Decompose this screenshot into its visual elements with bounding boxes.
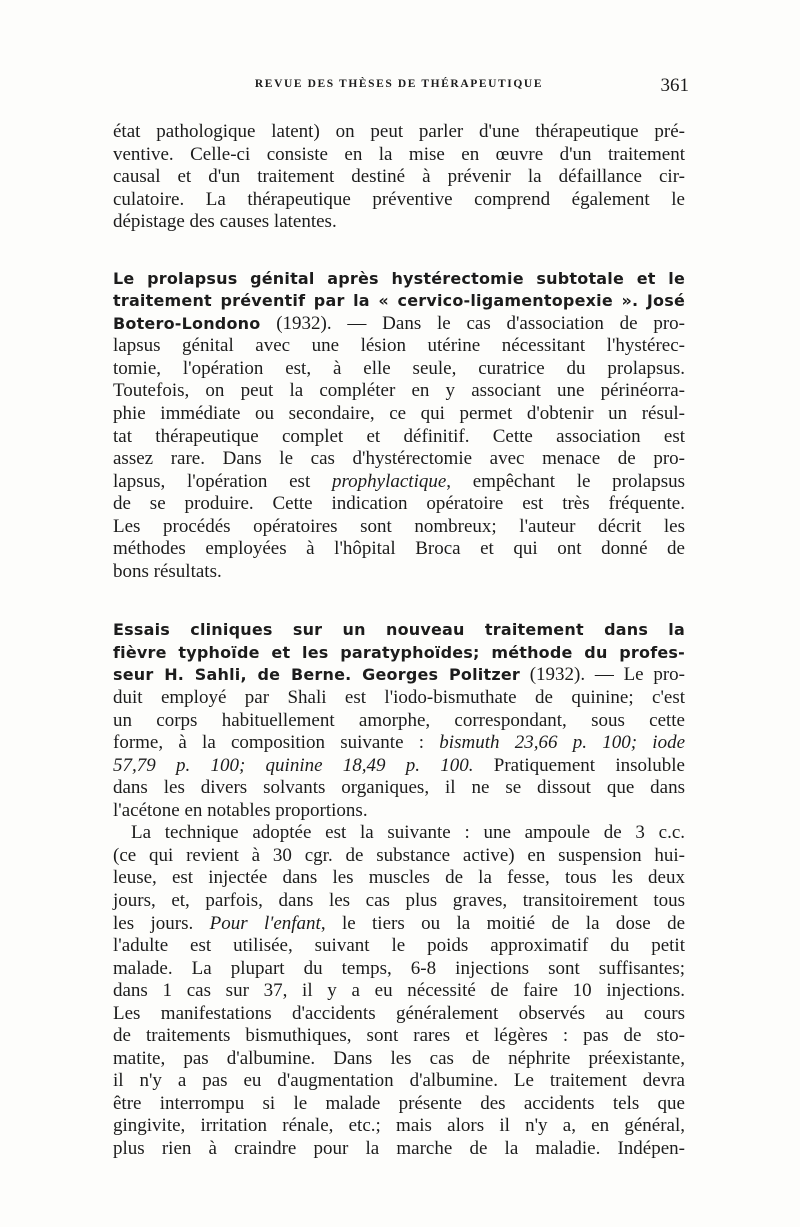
text-line: méthodes employées à l'hôpital Broca et qui ont donné de	[113, 538, 685, 560]
heading-text: Le prolapsus génital après hystérectomie subtotale et le	[113, 268, 685, 288]
text-line: duit employé par Shali est l'iodo-bismuthate de quinine; c'est	[113, 687, 685, 709]
text-line: leuse, est injectée dans les muscles de la fesse, tous les deux	[113, 867, 685, 889]
inline-text: les jours.	[113, 912, 210, 934]
inline-text: forme, à la composition suivante :	[113, 732, 440, 754]
text-line: lapsus génital avec une lésion utérine nécessitant l'hystérec-	[113, 335, 685, 357]
text-line: malade. La plupart du temps, 6-8 injections sont suffisantes;	[113, 957, 685, 979]
text-line: dans les divers solvants organiques, il ne se dissout que dans	[113, 777, 685, 799]
text-line: Les manifestations d'accidents généralement observés au cours	[113, 1002, 685, 1024]
text-line	[113, 913, 685, 936]
heading-text: traitement préventif par la « cervico-ligamentopexie ». José	[113, 291, 685, 311]
running-header	[113, 75, 689, 100]
running-title: REVUE DES THÈSES DE THÉRAPEUTIQUE	[254, 78, 544, 90]
inline-text: lapsus, l'opération est	[113, 470, 332, 492]
article-heading	[113, 642, 685, 665]
text-line	[113, 755, 685, 778]
text-line: l'adulte est utilisée, suivant le poids approximatif du petit	[113, 935, 685, 957]
inline-text: (1932). — Le pro-	[520, 664, 685, 686]
text-line: dépistage des causes latentes.	[113, 211, 337, 233]
text-line: tat thérapeutique complet et définitif. Cette association est	[113, 425, 685, 447]
inline-text: Pratiquement insoluble	[473, 754, 685, 776]
text-line: Les procédés opératoires sont nombreux; l'auteur décrit les	[113, 515, 685, 537]
text-line: il n'y a pas eu d'augmentation d'albumine. Le traitement devra	[113, 1070, 685, 1092]
article-heading	[113, 619, 685, 642]
page-number: 361	[660, 75, 689, 96]
text-line: phie immédiate ou secondaire, ce qui permet d'obtenir un résul-	[113, 403, 685, 425]
text-line: plus rien à craindre pour la marche de la maladie. Indépen-	[113, 1137, 685, 1159]
text-line: causal et d'un traitement destiné à prévenir la défaillance cir-	[113, 166, 685, 188]
text-line: l'acétone en notables proportions.	[113, 799, 368, 821]
heading-text: Essais cliniques sur un nouveau traitement dans la	[113, 620, 685, 640]
text-line: un corps habituellement amorphe, correspondant, sous cette	[113, 709, 685, 731]
text-line: assez rare. Dans le cas d'hystérectomie avec menace de pro-	[113, 448, 685, 470]
article-prolapsus	[113, 268, 685, 584]
text-line: tomie, l'opération est, à elle seule, curatrice du prolapsus.	[113, 357, 685, 379]
author-name: seur H. Sahli, de Berne. Georges Politzer	[113, 665, 520, 685]
italic-formula: 57,79 p. 100; quinine 18,49 p. 100.	[113, 754, 474, 776]
text-line: gingivite, irritation rénale, etc.; mais alors il n'y a, en général,	[113, 1115, 685, 1137]
heading-text: fièvre typhoïde et les paratyphoïdes; méthode du profes-	[113, 642, 685, 662]
article-typhoide	[113, 619, 685, 1160]
text-line: dans 1 cas sur 37, il y a eu nécessité de faire 10 injections.	[113, 980, 685, 1002]
text-line: être interrompu si le malade présente des accidents tels que	[113, 1092, 685, 1114]
text-line: culatoire. La thérapeutique préventive comprend également le	[113, 188, 685, 210]
text-line: ventive. Celle-ci consiste en la mise en œuvre d'un traitement	[113, 143, 685, 165]
text-line	[113, 664, 685, 687]
italic-term: prophylactique	[331, 470, 447, 492]
article-heading	[113, 268, 685, 291]
text-line: état pathologique latent) on peut parler d'une thérapeutique pré-	[113, 121, 685, 142]
body-text	[113, 121, 685, 1161]
text-line: (ce qui revient à 30 cgr. de substance active) en suspension hui-	[113, 844, 685, 866]
text-line	[113, 471, 685, 494]
italic-formula: bismuth 23,66 p. 100; iode	[439, 732, 685, 754]
inline-text: , empêchant le prolapsus	[446, 470, 685, 492]
italic-term: Pour l'enfant	[209, 912, 321, 934]
article-heading	[113, 290, 685, 313]
text-line	[113, 313, 685, 336]
text-line	[113, 732, 685, 755]
text-line: bons résultats.	[113, 560, 222, 582]
inline-text: , le tiers ou la moitié de la dose de	[320, 912, 686, 934]
author-name: Botero-Londono	[113, 313, 261, 333]
text-line: La technique adoptée est la suivante : une ampoule de 3 c.c.	[131, 822, 685, 844]
text-line: de se produire. Cette indication opératoire est très fréquente.	[113, 493, 685, 515]
inline-text: (1932). — Dans le cas d'association de pro-	[260, 312, 685, 334]
text-line: matite, pas d'albumine. Dans les cas de néphrite préexistante,	[113, 1047, 685, 1069]
text-line: Toutefois, on peut la compléter en y associant une périnéorra-	[113, 380, 685, 402]
text-line: de traitements bismuthiques, sont rares et légères : pas de sto-	[113, 1025, 685, 1047]
text-line: jours, et, parfois, dans les cas plus graves, transitoirement tous	[113, 889, 685, 911]
intro-paragraph	[113, 121, 685, 234]
